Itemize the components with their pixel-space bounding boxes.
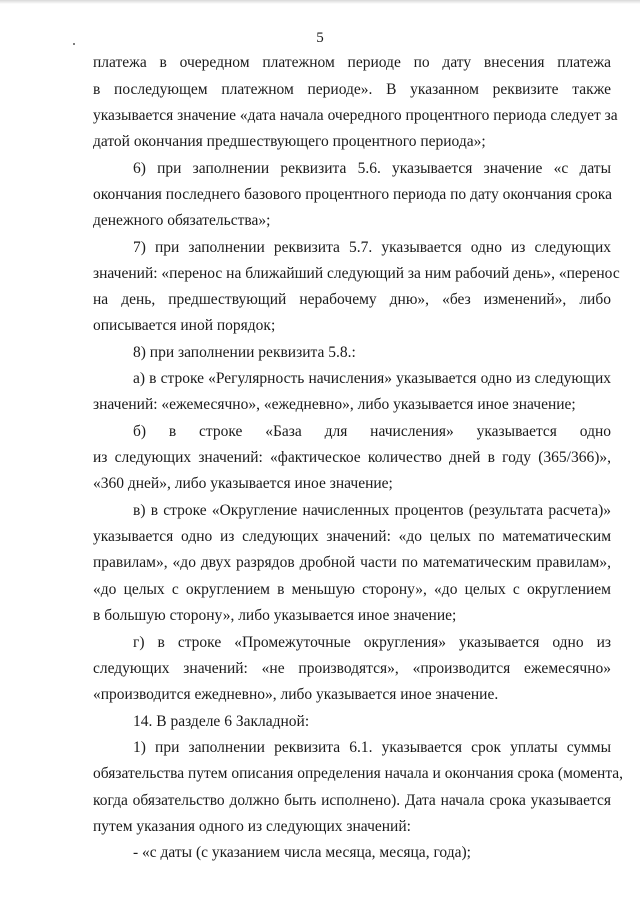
paragraph-line: в) в строке «Округление начисленных процентов (результата расчета)»	[133, 502, 611, 519]
paragraph-line: окончания последнего базового процентного периода по дату окончания срока	[93, 186, 612, 203]
paragraph-line: указывается одно из следующих значений: «до целых по математическим	[93, 528, 611, 545]
paragraph-line: путем указания одного из следующих значений:	[93, 818, 411, 835]
paragraph-line: когда обязательство должно быть исполнено). Дата начала срока указывается	[93, 792, 611, 809]
paragraph-line: значений: «перенос на ближайший следующий за ним рабочий день», «перенос	[93, 265, 620, 282]
paragraph-line: в большую сторону», либо указывается иное значение;	[93, 607, 457, 624]
paragraph-line: платежа в очередном платежном периоде по дату внесения платежа	[93, 54, 611, 71]
paragraph-line: 6) при заполнении реквизита 5.6. указывается значение «с даты	[133, 160, 611, 177]
paragraph-line: значений: «ежемесячно», «ежедневно», либо указывается иное значение;	[93, 396, 576, 413]
section-heading: 14. В разделе 6 Закладной:	[133, 713, 310, 730]
paragraph-line: 1) при заполнении реквизита 6.1. указывается срок уплаты суммы	[133, 739, 611, 756]
paragraph-line: в последующем платежном периоде». В указанном реквизите также	[93, 81, 611, 98]
paragraph-line: следующих значений: «не производятся», «производится ежемесячно»	[93, 660, 611, 677]
paragraph-line: денежного обязательства»;	[93, 212, 271, 229]
list-item: - «с даты (с указанием числа месяца, месяца, года);	[133, 844, 471, 861]
paragraph-line: правилам», «до двух разрядов дробной части по математическим правилам»,	[93, 554, 611, 571]
paragraph-line: «до целых с округлением в меньшую сторону», «до целых с округлением	[93, 581, 611, 598]
paragraph-line: описывается иной порядок;	[93, 317, 276, 334]
paragraph-line: а) в строке «Регулярность начисления» указывается одно из следующих	[133, 370, 611, 387]
paragraph-line: указывается значение «дата начала очередного процентного периода следует за	[93, 107, 618, 124]
paragraph-line: б) в строке «База для начисления» указывается одно	[133, 423, 611, 440]
paragraph-line: 7) при заполнении реквизита 5.7. указывается одно из следующих	[133, 239, 611, 256]
paragraph-line: из следующих значений: «фактическое количество дней в году (365/366)»,	[93, 449, 611, 466]
page-number: 5	[316, 30, 324, 46]
paragraph-line: датой окончания предшествующего процентного периода»;	[93, 133, 486, 150]
paragraph-line: обязательства путем описания определения начала и окончания срока (момента,	[93, 765, 624, 782]
paragraph-line: 8) при заполнении реквизита 5.8.:	[133, 344, 356, 361]
paragraph-line: «360 дней», либо указывается иное значение;	[93, 475, 393, 492]
paragraph-line: г) в строке «Промежуточные округления» указывается одно из	[133, 634, 611, 651]
paragraph-line: на день, предшествующий нерабочему дню», «без изменений», либо	[93, 291, 611, 308]
paragraph-line: «производится ежедневно», либо указывается иное значение.	[93, 686, 499, 703]
